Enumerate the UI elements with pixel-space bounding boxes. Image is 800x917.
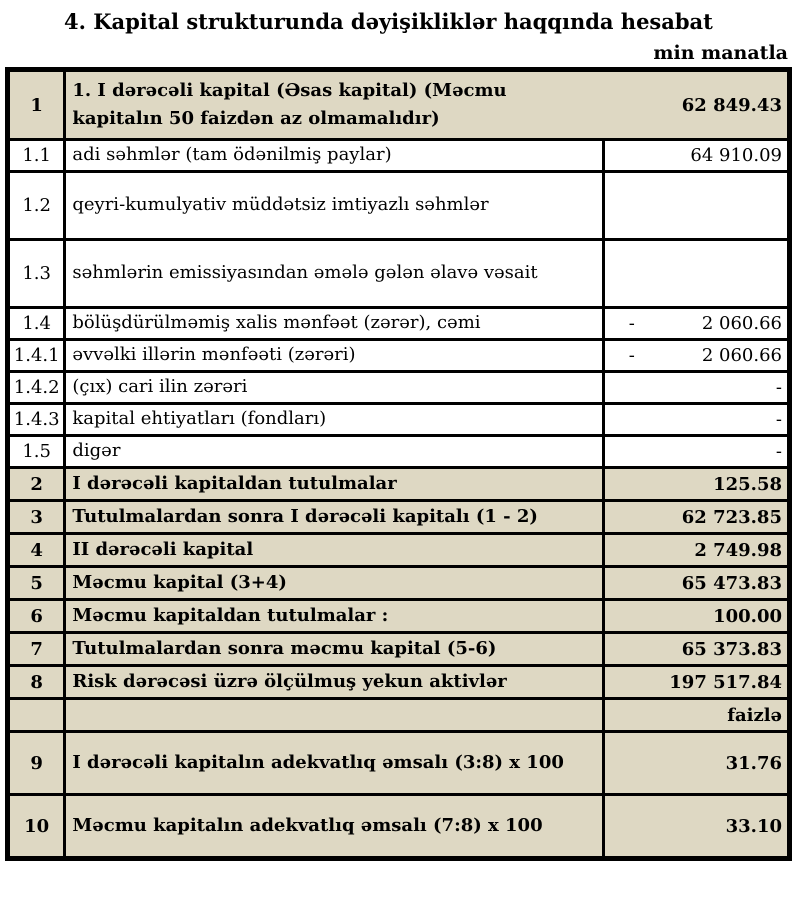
table-row [8,70,790,140]
row-value: 2 060.66 [701,345,782,366]
row-value-cell [603,172,789,240]
row-label-cell: Məcmu kapitalın adekvatlıq əmsalı (7:8) x 100 [65,795,603,859]
row-label-cell: əvvəlki illərin mənfəəti (zərəri) [65,340,603,372]
row-value-cell [603,308,789,340]
row-label-cell: I dərəcəli kapitaldan tutulmalar [65,468,603,501]
row-label-cell: (çıx) cari ilin zərəri [65,372,603,404]
row-value-cell: 31.76 [603,732,789,795]
row-label-cell: digər [65,436,603,468]
row-label-cell: qeyri-kumulyativ müddətsiz imtiyazlı səhmlər [65,172,603,240]
row-label-cell: kapital ehtiyatları (fondları) [65,404,603,436]
row-number-cell: 4 [8,534,65,567]
table-row [8,600,790,633]
row-value-cell: 65 373.83 [603,633,789,666]
row-number-cell: 1 [8,70,65,140]
row-label-cell: Tutulmalardan sonra I dərəcəli kapitalı (1 - 2) [65,501,603,534]
row-label-cell: I dərəcəli kapitalın adekvatlıq əmsalı (3:8) x 100 [65,732,603,795]
table-row [8,732,790,795]
row-value: 62 849.43 [681,94,782,116]
unit-label: min manatla [653,42,788,64]
row-number-cell: 7 [8,633,65,666]
row-number-cell: 1.4.1 [8,340,65,372]
row-value-cell: 2 749.98 [603,534,789,567]
row-number-cell: 1.3 [8,240,65,308]
row-value-cell: faizlə [603,699,789,732]
table-row [8,501,790,534]
row-label-cell: Risk dərəcəsi üzrə ölçülmuş yekun aktivlər [65,666,603,699]
row-label-cell: II dərəcəli kapital [65,534,603,567]
row-value-cell: 62 723.85 [603,501,789,534]
table-row [8,240,790,308]
table-row [8,404,790,436]
row-label-value-cell [65,70,790,140]
table-row [8,340,790,372]
row-label: 1. I dərəcəli kapital (Əsas kapital) (Məcmu kapitalın 50 faizdən az olmamalıdır) [72,80,507,129]
row-number-cell: 1.4 [8,308,65,340]
row-label-cell: Tutulmalardan sonra məcmu kapital (5-6) [65,633,603,666]
row-label-cell: Məcmu kapital (3+4) [65,567,603,600]
row-value-cell: 33.10 [603,795,789,859]
table-row [8,468,790,501]
table-row [8,666,790,699]
row-value-cell: - [603,404,789,436]
table-row [8,436,790,468]
table-row [8,795,790,859]
negative-sign: - [628,345,635,366]
table-row [8,372,790,404]
table-row [8,699,790,732]
table-row [8,140,790,172]
row-number-cell: 3 [8,501,65,534]
row-number-cell [8,699,65,732]
page-title: 4. Kapital strukturunda dəyişikliklər haqqında hesabat [64,9,713,34]
row-number-cell: 1.1 [8,140,65,172]
negative-sign: - [628,313,635,334]
row-number-cell: 1.4.3 [8,404,65,436]
row-label-cell: Məcmu kapitaldan tutulmalar : [65,600,603,633]
row-label-cell: bölüşdürülməmiş xalis mənfəət (zərər), cəmi [65,308,603,340]
row-value-cell: - [603,372,789,404]
row-number-cell: 10 [8,795,65,859]
row-value-cell [603,340,789,372]
row-number-cell: 1.4.2 [8,372,65,404]
table-row [8,172,790,240]
row-label-cell [65,699,603,732]
row-number-cell: 2 [8,468,65,501]
row-label-cell: səhmlərin emissiyasından əmələ gələn əlavə vəsait [65,240,603,308]
row-value-cell: 65 473.83 [603,567,789,600]
row-value-cell: - [603,436,789,468]
table-row [8,534,790,567]
row-value-cell: 197 517.84 [603,666,789,699]
row-value-cell [603,240,789,308]
row-label-cell: adi səhmlər (tam ödənilmiş paylar) [65,140,603,172]
row-number-cell: 8 [8,666,65,699]
row-number-cell: 6 [8,600,65,633]
row-value: 2 060.66 [701,313,782,334]
table-row [8,633,790,666]
table-row [8,308,790,340]
row-value-cell: 64 910.09 [603,140,789,172]
row-value-cell: 100.00 [603,600,789,633]
capital-structure-table [5,67,792,861]
row-number-cell: 9 [8,732,65,795]
table-row [8,567,790,600]
row-number-cell: 1.5 [8,436,65,468]
row-number-cell: 1.2 [8,172,65,240]
row-value-cell: 125.58 [603,468,789,501]
row-number-cell: 5 [8,567,65,600]
